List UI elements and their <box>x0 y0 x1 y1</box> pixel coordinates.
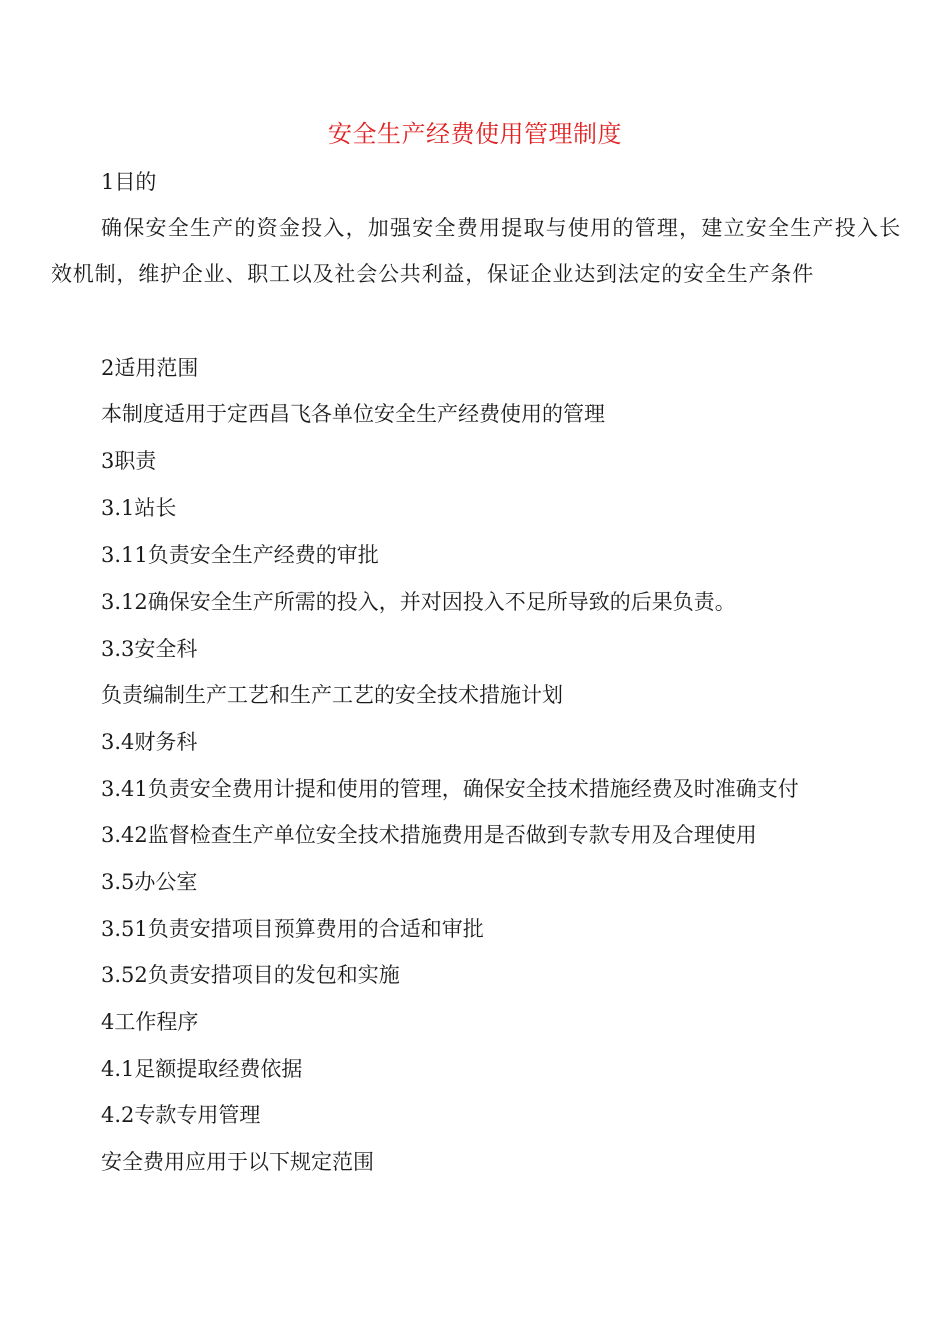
paragraph-safety-dept: 负责编制生产工艺和生产工艺的安全技术措施计划 <box>101 683 563 707</box>
subheading-4-2: 4.2专款专用管理 <box>101 1103 261 1127</box>
subheading-station-chief: 3.1站长 <box>101 496 177 520</box>
item-3-41: 3.41负责安全费用计提和使用的管理，确保安全技术措施经费及时准确支付 <box>101 777 799 801</box>
subheading-finance-dept: 3.4财务科 <box>101 730 198 754</box>
item-3-42: 3.42监督检查生产单位安全技术措施费用是否做到专款专用及合理使用 <box>101 823 757 847</box>
section-heading-responsibilities: 3职责 <box>101 449 157 473</box>
item-3-11: 3.11负责安全生产经费的审批 <box>101 543 379 567</box>
subheading-office: 3.5办公室 <box>101 870 198 894</box>
paragraph-purpose: 确保安全生产的资金投入，加强安全费用提取与使用的管理，建立安全生产投入长效机制，维护企业、职工以及社会公共利益，保证企业达到法定的安全生产条件 <box>51 216 901 286</box>
subheading-safety-dept: 3.3安全科 <box>101 637 198 661</box>
item-3-52: 3.52负责安措项目的发包和实施 <box>101 963 400 987</box>
section-heading-purpose: 1目的 <box>101 170 157 194</box>
item-3-51: 3.51负责安措项目预算费用的合适和审批 <box>101 917 484 941</box>
item-3-12: 3.12确保安全生产所需的投入，并对因投入不足所导致的后果负责。 <box>101 590 736 614</box>
subheading-4-1: 4.1足额提取经费依据 <box>101 1057 303 1081</box>
section-heading-scope: 2适用范围 <box>101 356 199 380</box>
section-heading-procedure: 4工作程序 <box>101 1010 199 1034</box>
document-title: 安全生产经费使用管理制度 <box>328 120 622 148</box>
paragraph-4-2: 安全费用应用于以下规定范围 <box>101 1150 374 1174</box>
paragraph-scope: 本制度适用于定西昌飞各单位安全生产经费使用的管理 <box>101 402 605 426</box>
